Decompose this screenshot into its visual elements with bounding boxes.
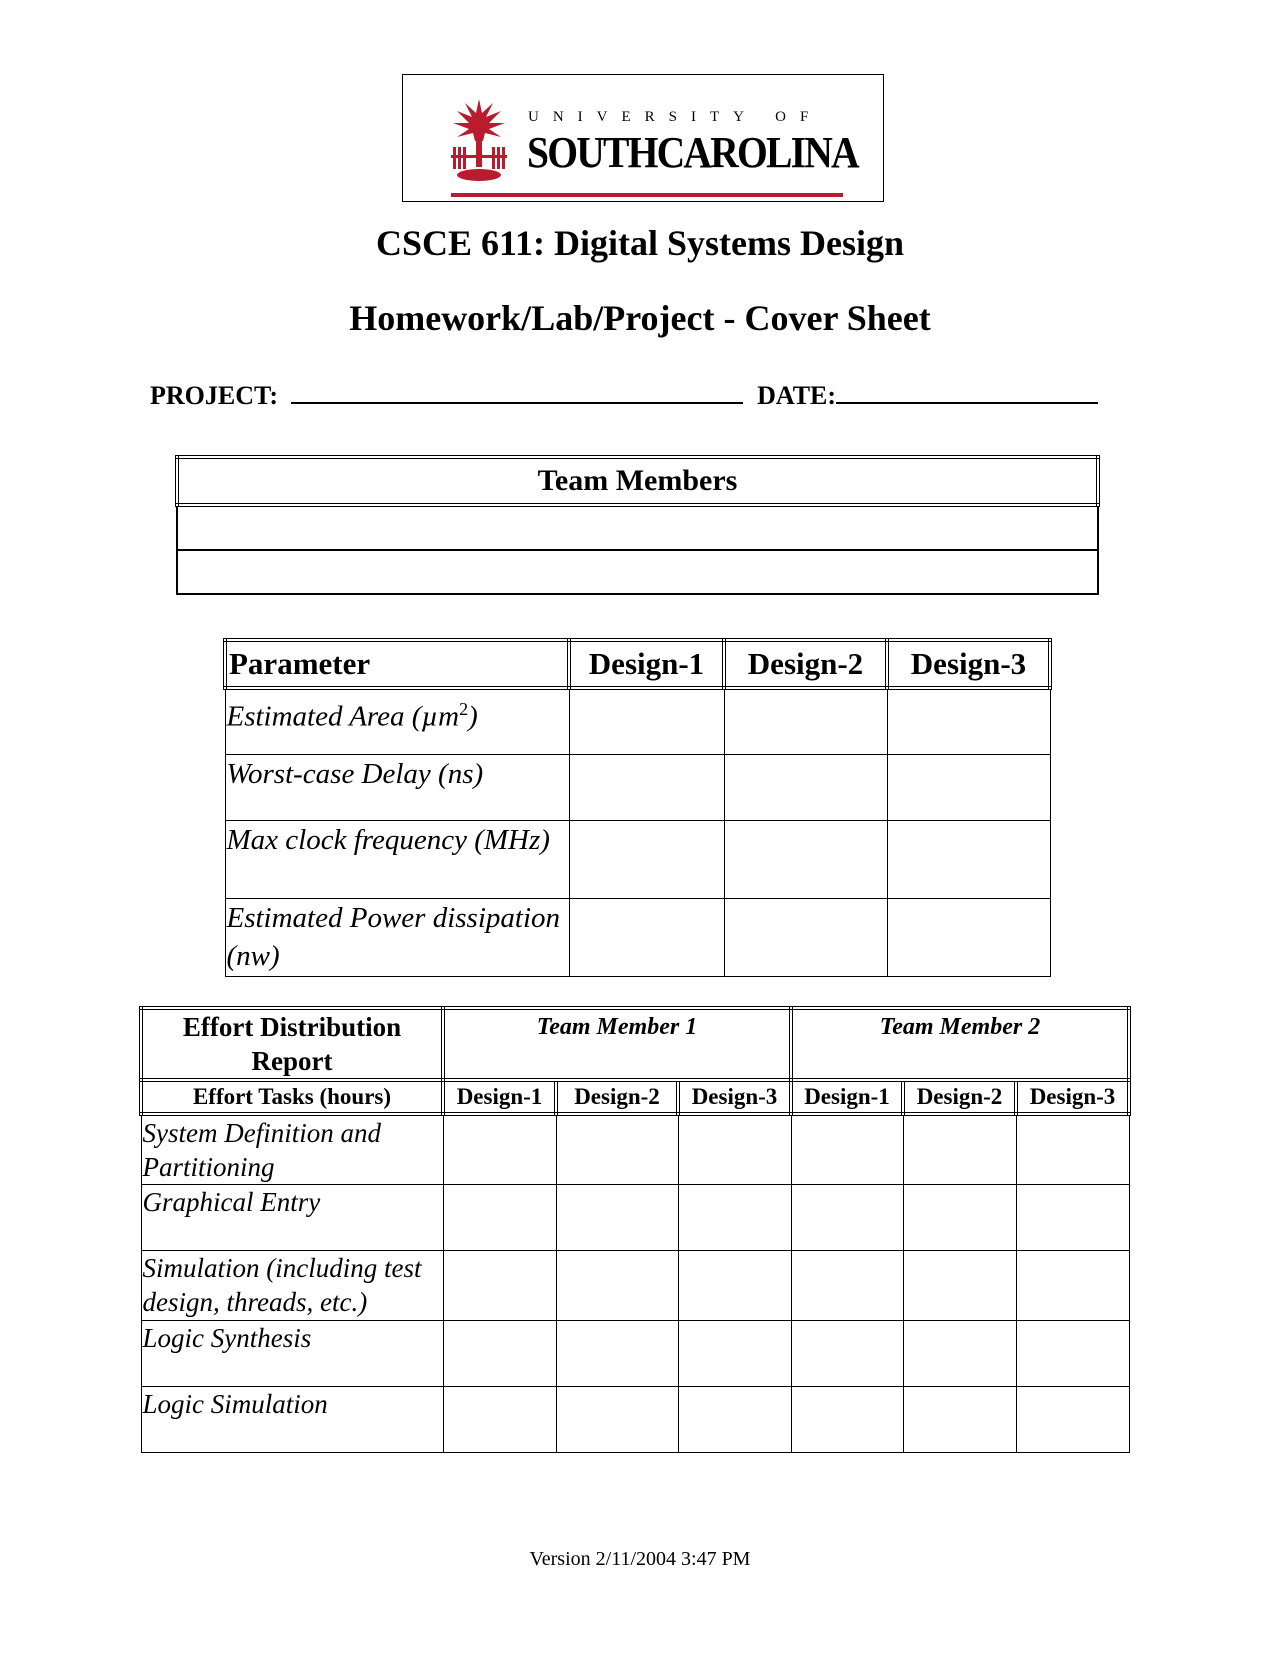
effort-cell[interactable]	[443, 1321, 556, 1387]
team-members-table	[175, 455, 1100, 595]
task-label-system-definition: System Definition and Partitioning	[141, 1114, 443, 1185]
effort-tasks-header: Effort Tasks (hours)	[141, 1080, 443, 1114]
effort-cell[interactable]	[443, 1185, 556, 1251]
effort-cell[interactable]	[1016, 1321, 1129, 1387]
date-label: DATE:	[757, 381, 837, 410]
logo-name-text: SOUTHCAROLINA	[527, 128, 858, 177]
effort-cell[interactable]	[678, 1114, 791, 1185]
parameter-label-delay: Worst-case Delay (ns)	[225, 754, 569, 820]
m1-design-1-header: Design-1	[443, 1080, 556, 1114]
m2-design-3-header: Design-3	[1016, 1080, 1129, 1114]
project-field[interactable]	[291, 378, 743, 404]
date-field[interactable]	[836, 378, 1098, 404]
param-cell[interactable]	[569, 898, 724, 976]
effort-cell[interactable]	[556, 1251, 678, 1321]
team-member-row[interactable]	[177, 505, 1098, 550]
palmetto-seal-icon	[449, 95, 509, 185]
effort-cell[interactable]	[1016, 1387, 1129, 1453]
param-cell[interactable]	[569, 688, 724, 754]
effort-cell[interactable]	[556, 1321, 678, 1387]
m2-design-1-header: Design-1	[791, 1080, 903, 1114]
course-title: CSCE 611: Digital Systems Design	[375, 223, 905, 263]
effort-cell[interactable]	[678, 1387, 791, 1453]
effort-cell[interactable]	[443, 1251, 556, 1321]
parameter-label-frequency: Max clock frequency (MHz)	[225, 820, 569, 898]
task-label-graphical-entry: Graphical Entry	[141, 1185, 443, 1251]
logo-university-text: UNIVERSITY OF	[528, 109, 823, 125]
effort-cell[interactable]	[1016, 1251, 1129, 1321]
effort-cell[interactable]	[791, 1251, 903, 1321]
effort-cell[interactable]	[556, 1185, 678, 1251]
effort-report-title: Effort Distribution Report	[141, 1008, 443, 1080]
m2-design-2-header: Design-2	[903, 1080, 1016, 1114]
effort-cell[interactable]	[903, 1114, 1016, 1185]
task-label-simulation: Simulation (including test design, threads, etc.)	[141, 1251, 443, 1321]
param-cell[interactable]	[887, 898, 1050, 976]
effort-cell[interactable]	[556, 1114, 678, 1185]
team-members-header: Team Members	[177, 457, 1098, 505]
effort-cell[interactable]	[791, 1114, 903, 1185]
parameter-table	[223, 638, 1052, 977]
m1-design-2-header: Design-2	[556, 1080, 678, 1114]
university-logo	[402, 74, 884, 202]
effort-cell[interactable]	[678, 1321, 791, 1387]
effort-cell[interactable]	[903, 1387, 1016, 1453]
effort-distribution-table	[139, 1006, 1131, 1453]
team-member-1-header: Team Member 1	[443, 1008, 791, 1080]
param-cell[interactable]	[724, 820, 887, 898]
param-cell[interactable]	[569, 820, 724, 898]
effort-cell[interactable]	[1016, 1114, 1129, 1185]
param-cell[interactable]	[887, 820, 1050, 898]
param-cell[interactable]	[887, 688, 1050, 754]
effort-cell[interactable]	[678, 1251, 791, 1321]
effort-cell[interactable]	[791, 1321, 903, 1387]
param-cell[interactable]	[724, 898, 887, 976]
effort-cell[interactable]	[791, 1387, 903, 1453]
effort-cell[interactable]	[443, 1387, 556, 1453]
effort-cell[interactable]	[556, 1387, 678, 1453]
parameter-header: Parameter	[225, 640, 569, 688]
task-label-logic-synthesis: Logic Synthesis	[141, 1321, 443, 1387]
effort-cell[interactable]	[443, 1114, 556, 1185]
project-label: PROJECT:	[150, 381, 279, 410]
effort-cell[interactable]	[1016, 1185, 1129, 1251]
param-cell[interactable]	[569, 754, 724, 820]
effort-cell[interactable]	[678, 1185, 791, 1251]
effort-cell[interactable]	[903, 1185, 1016, 1251]
effort-cell[interactable]	[791, 1185, 903, 1251]
design-3-header: Design-3	[887, 640, 1050, 688]
version-footer: Version 2/11/2004 3:47 PM	[529, 1548, 751, 1570]
design-1-header: Design-1	[569, 640, 724, 688]
parameter-label-power: Estimated Power dissipation (nw)	[225, 898, 569, 976]
effort-cell[interactable]	[903, 1321, 1016, 1387]
logo-rule	[451, 193, 843, 197]
param-cell[interactable]	[724, 754, 887, 820]
effort-cell[interactable]	[903, 1251, 1016, 1321]
team-member-row[interactable]	[177, 550, 1098, 594]
param-cell[interactable]	[724, 688, 887, 754]
sheet-title: Homework/Lab/Project - Cover Sheet	[349, 298, 931, 338]
param-cell[interactable]	[887, 754, 1050, 820]
task-label-logic-simulation: Logic Simulation	[141, 1387, 443, 1453]
design-2-header: Design-2	[724, 640, 887, 688]
parameter-label-area: Estimated Area (µm$^2$)	[225, 688, 569, 754]
m1-design-3-header: Design-3	[678, 1080, 791, 1114]
project-date-line	[150, 378, 1098, 411]
team-member-2-header: Team Member 2	[791, 1008, 1129, 1080]
